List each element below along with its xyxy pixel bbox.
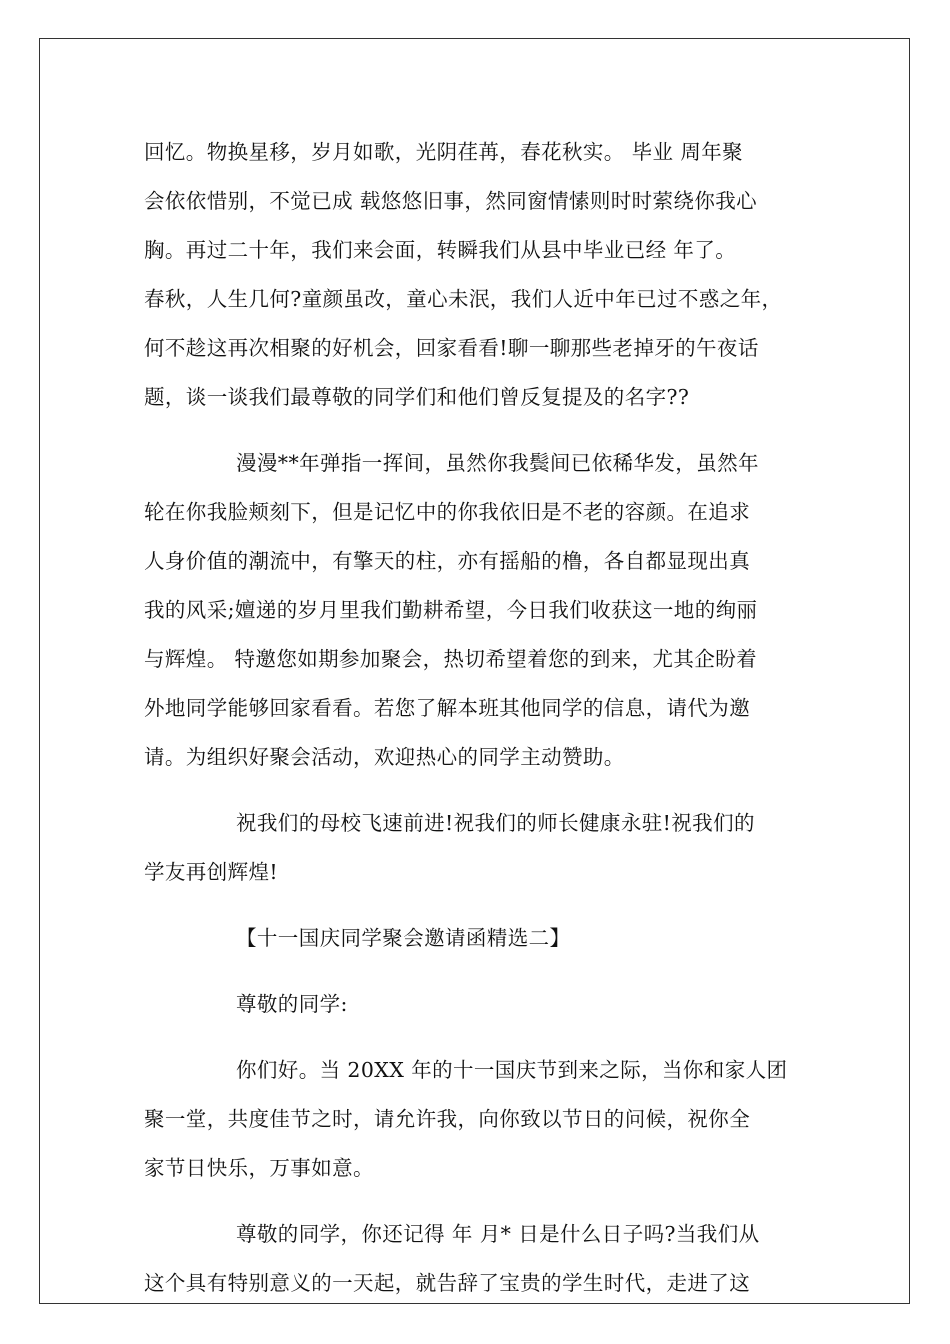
salutation	[144, 980, 824, 1029]
text-line: 外地同学能够回家看看。若您了解本班其他同学的信息，请代为邀	[144, 696, 751, 720]
text-line: 何不趁这再次相聚的好机会，回家看看!聊一聊那些老掉牙的午夜话	[144, 336, 759, 360]
text-line: 题，谈一谈我们最尊敬的同学们和他们曾反复提及的名字??	[144, 385, 690, 409]
text-line: 尊敬的同学，你还记得 年 月* 日是什么日子吗?当我们从	[236, 1222, 760, 1246]
text-line: 与辉煌。 特邀您如期参加聚会，热切希望着您的到来，尤其企盼着	[144, 647, 758, 671]
text-line: 聚一堂，共度佳节之时，请允许我，向你致以节日的问候，祝你全	[144, 1107, 751, 1131]
text-line: 学友再创辉煌!	[144, 860, 279, 884]
paragraph	[144, 1210, 824, 1308]
paragraph	[144, 799, 824, 897]
text-line: 你们好。当 20XX 年的十一国庆节到来之际，当你和家人团	[236, 1058, 788, 1082]
text-line: 祝我们的母校飞速前进!祝我们的师长健康永驻!祝我们的	[236, 811, 755, 835]
section-heading-text: 【十一国庆同学聚会邀请函精选二】	[236, 926, 571, 950]
paragraph	[144, 128, 824, 422]
salutation-text: 尊敬的同学:	[236, 992, 348, 1016]
text-line: 我的风采;嬗递的岁月里我们勤耕希望，今日我们收获这一地的绚丽	[144, 598, 758, 622]
text-line: 胸。再过二十年，我们来会面，转瞬我们从县中毕业已经 年了。	[144, 238, 737, 262]
text-line: 漫漫**年弹指一挥间，虽然你我鬓间已依稀华发，虽然年	[236, 451, 759, 475]
text-line: 请。为组织好聚会活动，欢迎热心的同学主动赞助。	[144, 745, 625, 769]
section-heading	[144, 914, 824, 963]
text-line: 这个具有特别意义的一天起，就告辞了宝贵的学生时代，走进了这	[144, 1271, 751, 1295]
text-line: 家节日快乐，万事如意。	[144, 1156, 374, 1180]
paragraph	[144, 1046, 824, 1193]
text-line: 回忆。物换星移，岁月如歌，光阴荏苒，春花秋实。 毕业 周年聚	[144, 140, 744, 164]
text-line: 轮在你我脸颊刻下，但是记忆中的你我依旧是不老的容颜。在追求	[144, 500, 751, 524]
text-line: 人身价值的潮流中，有擎天的柱，亦有摇船的橹，各自都显现出真	[144, 549, 751, 573]
text-line: 会依依惜别，不觉已成 载悠悠旧事，然同窗情愫则时时萦绕你我心	[144, 189, 758, 213]
document-body	[144, 128, 824, 1308]
paragraph	[144, 439, 824, 782]
text-line: 春秋，人生几何?童颜虽改，童心未泯，我们人近中年已过不惑之年，	[144, 287, 783, 311]
